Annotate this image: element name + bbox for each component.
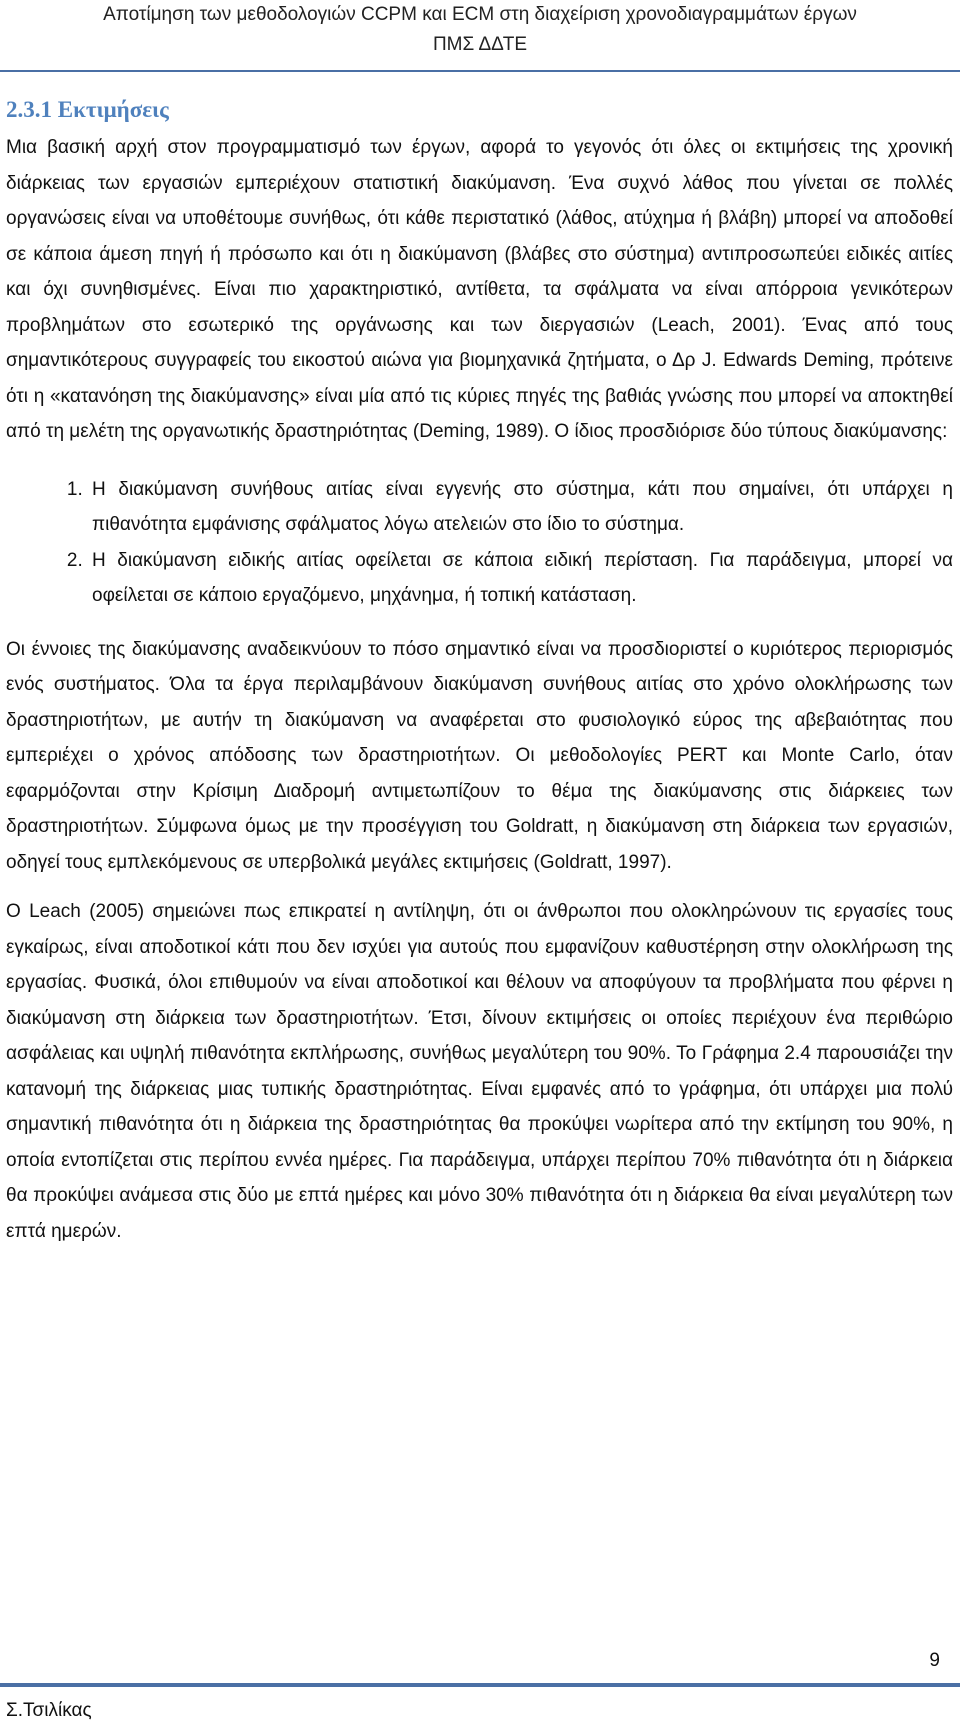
- header-divider: [0, 70, 960, 72]
- footer-author: Σ.Τσιλίκας: [6, 1700, 92, 1721]
- page-header: [0, 0, 960, 60]
- header-subtitle: ΠΜΣ ΔΔΤΕ: [432, 34, 528, 55]
- page-body: [6, 90, 953, 1249]
- footer-divider: [0, 1683, 960, 1687]
- variation-types-list: [6, 472, 953, 614]
- section-title: 2.3.1 Εκτιμήσεις: [6, 97, 169, 122]
- page-number: 9: [929, 1650, 940, 1671]
- paragraph-2: Οι έννοιες της διακύμανσης αναδεικνύουν το πόσο σημαντικό είναι να προσδιοριστεί ο κυριότερος περιορισμός ενός συστήματος. Όλα τα έργα περιλαμβάνουν διακύμανση συνήθους αιτίας στο χρόνο ολοκλήρωσης των δραστηριοτήτων, με αυτήν τη διακύμανση να αναφέρεται στο φυσιολογικό εύρος της αβεβαιότητας που εμπεριέχει ο χρόνος απόδοσης των δραστηριοτήτων. Οι μεθοδολογίες PERT και Monte Carlo, όταν εφαρμόζονται στην Κρίσιμη Διαδρομή αντιμετωπίζουν το θέμα της διακύμανσης στις διάρκειες των δραστηριοτήτων. Σύμφωνα όμως με την προσέγγιση του Goldratt, η διακύμανση στη διάρκεια των εργασιών, οδηγεί τους εμπλεκόμενους σε υπερβολικά μεγάλες εκτιμήσεις (Goldratt, 1997).: [6, 638, 953, 873]
- list-item: 2. Η διακύμανση ειδικής αιτίας οφείλεται σε κάποια ειδική περίσταση. Για παράδειγμα, μπορεί να οφείλεται σε κάποιο εργαζόμενο, μηχάνημα, ή τοπική κατάσταση.: [88, 543, 953, 614]
- header-title: Αποτίμηση των μεθοδολογιών CCPM και ECM στη διαχείριση χρονοδιαγραμμάτων έργων: [103, 4, 857, 25]
- paragraph-1: Μια βασική αρχή στον προγραμματισμό των έργων, αφορά το γεγονός ότι όλες οι εκτιμήσεις της χρονική διάρκειας των εργασιών εμπεριέχουν στατιστική διακύμανση. Ένα συχνό λάθος που γίνεται σε πολλές οργανώσεις είναι να υποθέτουμε συνήθως, ότι κάθε περιστατικό (λάθος, ατύχημα ή βλάβη) μπορεί να αποδοθεί σε κάποια άμεση πηγή ή πρόσωπο και ότι η διακύμανση (βλάβες στο σύστημα) αντιπροσωπεύει ειδικές αιτίες και όχι συνηθισμένες. Είναι πιο χαρακτηριστικό, αντίθετα, τα σφάλματα να είναι απόρροια γενικότερων προβλημάτων στο εσωτερικό της οργάνωσης και των διεργασιών (Leach, 2001). Ένας από τους σημαντικότερους συγγραφείς του εικοστού αιώνα για βιομηχανικά ζητήματα, ο Δρ J. Edwards Deming, πρότεινε ότι η «κατανόηση της διακύμανσης» είναι μία από τις κύριες πηγές της βαθιάς γνώσης που μπορεί να αποκτηθεί από τη μελέτη της οργανωτικής δραστηριότητας (Deming, 1989). Ο ίδιος προσδιόρισε δύο τύπους διακύμανσης:: [6, 137, 953, 442]
- paragraph-3: Ο Leach (2005) σημειώνει πως επικρατεί η αντίληψη, ότι οι άνθρωποι που ολοκληρώνουν τις εργασίες τους εγκαίρως, είναι αποδοτικοί κάτι που δεν ισχύει για αυτούς που εμφανίζουν καθυστέρηση στην ολοκλήρωση της εργασίας. Φυσικά, όλοι επιθυμούν να είναι αποδοτικοί και θέλουν να αποφύγουν τα προβλήματα που φέρνει η διακύμανση στη διάρκεια των δραστηριοτήτων. Έτσι, δίνουν εκτιμήσεις οι οποίες περιέχουν ένα περιθώριο ασφάλειας και υψηλή πιθανότητα εκπλήρωσης, συνήθως μεγαλύτερη του 90%. Το Γράφημα 2.4 παρουσιάζει την κατανομή της διάρκειας μιας τυπικής δραστηριότητας. Είναι εμφανές από το γράφημα, ότι υπάρχει μια πολύ σημαντική πιθανότητα ότι η διάρκεια της δραστηριότητας θα προκύψει νωρίτερα από την εκτίμηση του 90%, η οποία εντοπίζεται στις περίπου εννέα ημέρες. Για παράδειγμα, υπάρχει περίπου 70% πιθανότητα ότι η διάρκεια θα προκύψει ανάμεσα στις δύο με επτά ημέρες και μόνο 30% πιθανότητα ότι η διάρκεια θα είναι μεγαλύτερη των επτά ημερών.: [6, 901, 953, 1242]
- list-item: 1. Η διακύμανση συνήθους αιτίας είναι εγγενής στο σύστημα, κάτι που σημαίνει, ότι υπάρχει η πιθανότητα εμφάνισης σφάλματος λόγω ατελειών στο ίδιο το σύστημα.: [88, 472, 953, 543]
